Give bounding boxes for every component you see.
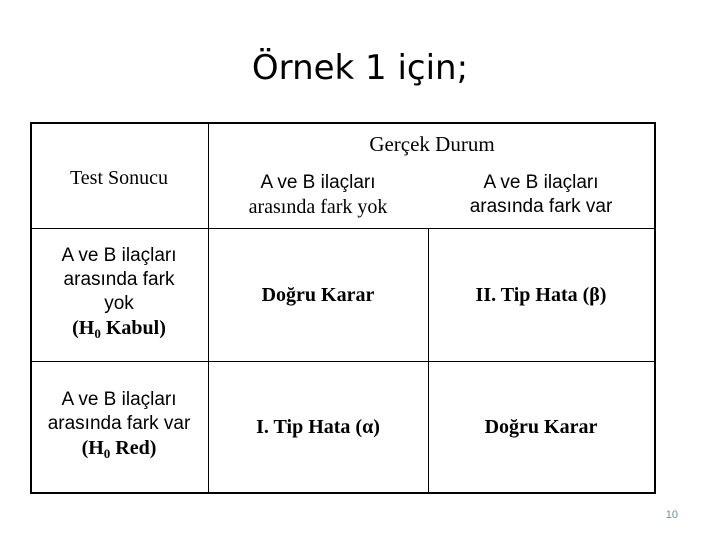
cell-correct-decision-1: Doğru Karar — [261, 284, 375, 306]
column-header-no-difference: A ve B ilaçları arasında fark yok — [248, 172, 388, 218]
table-border-top — [30, 122, 656, 124]
table-border-bottom — [30, 492, 656, 494]
row-label-h0-accept: A ve B ilaçları arasında fark yok ($H_0$ Kabul) — [30, 229, 208, 361]
table-border-right — [654, 122, 656, 494]
row-label-h0-reject: A ve B ilaçları arasında fark var ($H_0$ Red) — [30, 362, 208, 492]
hypothesis-label: ($H_0$ Red) — [81, 437, 157, 461]
cell-type-2-error: II. Tip Hata (β) — [475, 284, 607, 306]
cell-type-1-error: I. Tip Hata (α) — [256, 416, 380, 438]
row-header: Test Sonucu — [69, 167, 169, 189]
cell-correct-decision-2: Doğru Karar — [484, 416, 598, 438]
decision-table — [30, 122, 656, 494]
group-header: Gerçek Durum — [369, 132, 495, 156]
column-header-difference: A ve B ilaçları arasında fark var — [469, 172, 613, 217]
page-number: 10 — [665, 509, 678, 521]
slide-title: Örnek 1 için; — [251, 48, 469, 88]
hypothesis-label: ($H_0$ Kabul) — [72, 317, 166, 341]
